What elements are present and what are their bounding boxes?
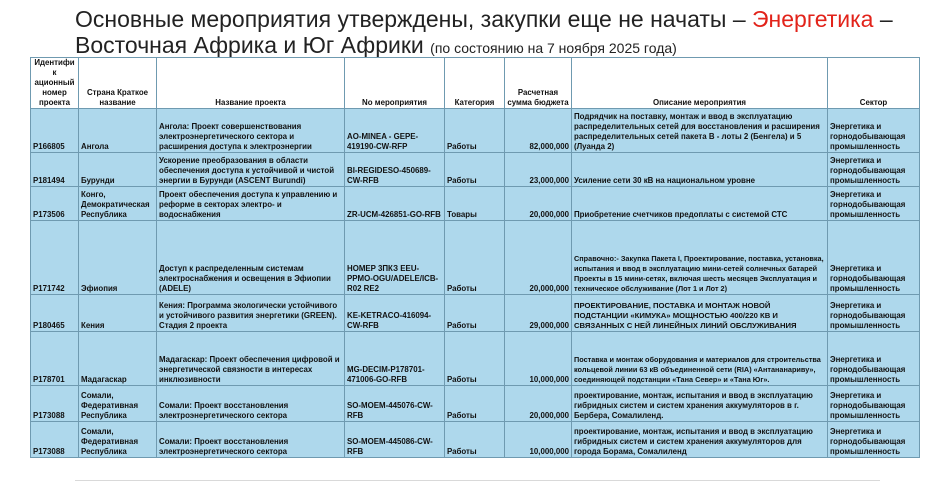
- header-activity-no: No мероприятия: [345, 58, 445, 109]
- table-row: [31, 109, 920, 153]
- cell-category: Товары: [445, 187, 505, 221]
- cell-category: Работы: [445, 109, 505, 153]
- cell-project-id: P173088: [31, 422, 79, 458]
- cell-budget: 20,000,000: [505, 187, 572, 221]
- cell-project-id: P173088: [31, 386, 79, 422]
- table-row: [31, 187, 920, 221]
- table-row: [31, 422, 920, 458]
- header-country: Страна Краткое название: [79, 58, 157, 109]
- cell-sector: Энергетика и горнодобывающая промышленность: [828, 332, 920, 386]
- cell-activity-no: SO-MOEM-445076-CW-RFB: [345, 386, 445, 422]
- cell-category: Работы: [445, 422, 505, 458]
- header-project-name: Название проекта: [157, 58, 345, 109]
- cell-budget: 20,000,000: [505, 221, 572, 295]
- title-line2: Восточная Африка и Юг Африки: [75, 32, 431, 58]
- cell-project-id: P171742: [31, 221, 79, 295]
- header-budget: Расчетная сумма бюджета: [505, 58, 572, 109]
- cell-sector: Энергетика и горнодобывающая промышленность: [828, 386, 920, 422]
- cell-category: Работы: [445, 153, 505, 187]
- cell-budget: 29,000,000: [505, 295, 572, 332]
- cell-description: проектирование, монтаж, испытания и ввод в эксплуатацию гибридных систем и систем хранения аккумуляторов в г. Бербера, Сомалиленд.: [572, 386, 828, 422]
- cell-category: Работы: [445, 386, 505, 422]
- table-row: [31, 153, 920, 187]
- header-sector: Сектор: [828, 58, 920, 109]
- cell-project-name: Доступ к распределенным системам электроснабжения и освещения в Эфиопии (ADELE): [157, 221, 345, 295]
- cell-activity-no: ZR-UCM-426851-GO-RFB: [345, 187, 445, 221]
- cell-country: Мадагаскар: [79, 332, 157, 386]
- cell-description: ПРОЕКТИРОВАНИЕ, ПОСТАВКА И МОНТАЖ НОВОЙ ПОДСТАНЦИИ «КИМУКА» МОЩНОСТЬЮ 400/220 КВ И СВЯЗАННЫХ С НЕЙ ЛИНЕЙНЫХ ЛИНИЙ ОБСЛУЖИВАНИЯ: [572, 295, 828, 332]
- cell-category: Работы: [445, 332, 505, 386]
- header-project-id: Идентифик ационный номер проекта: [31, 58, 79, 109]
- cell-category: Работы: [445, 221, 505, 295]
- cell-budget: 23,000,000: [505, 153, 572, 187]
- cell-sector: Энергетика и горнодобывающая промышленность: [828, 422, 920, 458]
- cell-budget: 20,000,000: [505, 386, 572, 422]
- header-description: Описание мероприятия: [572, 58, 828, 109]
- cell-budget: 10,000,000: [505, 332, 572, 386]
- cell-activity-no: AO-MINEA - GEPE-419190-CW-RFP: [345, 109, 445, 153]
- title-highlight: Энергетика: [752, 6, 874, 32]
- title-main: Основные мероприятия утверждены, закупки еще не начаты –: [75, 6, 752, 32]
- title-subtitle: (по состоянию на 7 ноября 2025 года): [430, 40, 677, 56]
- footer-divider: [75, 480, 880, 481]
- cell-category: Работы: [445, 295, 505, 332]
- cell-sector: Энергетика и горнодобывающая промышленность: [828, 153, 920, 187]
- cell-country: Эфиопия: [79, 221, 157, 295]
- cell-project-name: Проект обеспечения доступа к управлению и реформе в секторах электро- и водоснабжения: [157, 187, 345, 221]
- cell-sector: Энергетика и горнодобывающая промышленность: [828, 295, 920, 332]
- cell-project-id: P178701: [31, 332, 79, 386]
- cell-sector: Энергетика и горнодобывающая промышленность: [828, 187, 920, 221]
- cell-project-name: Ангола: Проект совершенствования электроэнергетического сектора и расширения доступа к электроэнергии: [157, 109, 345, 153]
- cell-project-name: Сомали: Проект восстановления электроэнергетического сектора: [157, 386, 345, 422]
- cell-project-id: P173506: [31, 187, 79, 221]
- cell-description: Усиление сети 30 кВ на национальном уровне: [572, 153, 828, 187]
- cell-description: Приобретение счетчиков предоплаты с системой СТС: [572, 187, 828, 221]
- cell-description: проектирование, монтаж, испытания и ввод в эксплуатацию гибридных систем и систем хранения аккумуляторов для города Борама, Сомалиленд: [572, 422, 828, 458]
- table-row: [31, 221, 920, 295]
- table-row: [31, 332, 920, 386]
- page-title: [75, 6, 920, 61]
- cell-country: Конго, Демократическая Республика: [79, 187, 157, 221]
- cell-description: Поставка и монтаж оборудования и материалов для строительства кольцевой линии 63 кВ объединенной сети (RIA) «Антананариву», соединяющей подстанции «Тана Север» и «Тана Юг».: [572, 332, 828, 386]
- cell-activity-no: KE-KETRACO-416094-CW-RFB: [345, 295, 445, 332]
- cell-country: Кения: [79, 295, 157, 332]
- title-dash: –: [873, 6, 893, 32]
- cell-country: Сомали, Федеративная Республика: [79, 422, 157, 458]
- header-category: Категория: [445, 58, 505, 109]
- cell-country: Ангола: [79, 109, 157, 153]
- cell-project-name: Кения: Программа экологически устойчивого и устойчивого развития энергетики (GREEN). Стадия 2 проекта: [157, 295, 345, 332]
- cell-description: Подрядчик на поставку, монтаж и ввод в эксплуатацию распределительных сетей для восстановления и расширения распределительных сетей пакета В - лоты 2 (Бенгела) и 5 (Луанда 2): [572, 109, 828, 153]
- cell-country: Бурунди: [79, 153, 157, 187]
- cell-budget: 82,000,000: [505, 109, 572, 153]
- table-row: [31, 386, 920, 422]
- cell-sector: Энергетика и горнодобывающая промышленность: [828, 221, 920, 295]
- cell-activity-no: HOMEP 3ПКЗ EEU-PPMO-OGU/ADELE/ICB-R02 RE2: [345, 221, 445, 295]
- cell-project-id: P166805: [31, 109, 79, 153]
- cell-project-name: Ускорение преобразования в области обеспечения доступа к устойчивой и чистой энергии в Бурунди (ASCENT Burundi): [157, 153, 345, 187]
- table-row: [31, 295, 920, 332]
- cell-description: Справочно:- Закупка Пакета I, Проектирование, поставка, установка, испытания и ввод в эксплуатацию мини-сетей солнечных батарей Проекты в 15 мини-сетях, включая шесть месяцев Эксплуатация и техническое обслуживание (Лот 1 и Лот 2): [572, 221, 828, 295]
- activities-table: [30, 57, 920, 458]
- cell-budget: 10,000,000: [505, 422, 572, 458]
- cell-sector: Энергетика и горнодобывающая промышленность: [828, 109, 920, 153]
- cell-project-name: Мадагаскар: Проект обеспечения цифровой и энергетической связности в интересах инклюзивности: [157, 332, 345, 386]
- cell-activity-no: MG-DECIM-P178701-471006-GO-RFB: [345, 332, 445, 386]
- table-header-row: [31, 58, 920, 109]
- cell-project-id: P180465: [31, 295, 79, 332]
- cell-activity-no: BI-REGIDESO-450689-CW-RFB: [345, 153, 445, 187]
- cell-project-id: P181494: [31, 153, 79, 187]
- cell-country: Сомали, Федеративная Республика: [79, 386, 157, 422]
- cell-project-name: Сомали: Проект восстановления электроэнергетического сектора: [157, 422, 345, 458]
- cell-activity-no: SO-MOEM-445086-CW-RFB: [345, 422, 445, 458]
